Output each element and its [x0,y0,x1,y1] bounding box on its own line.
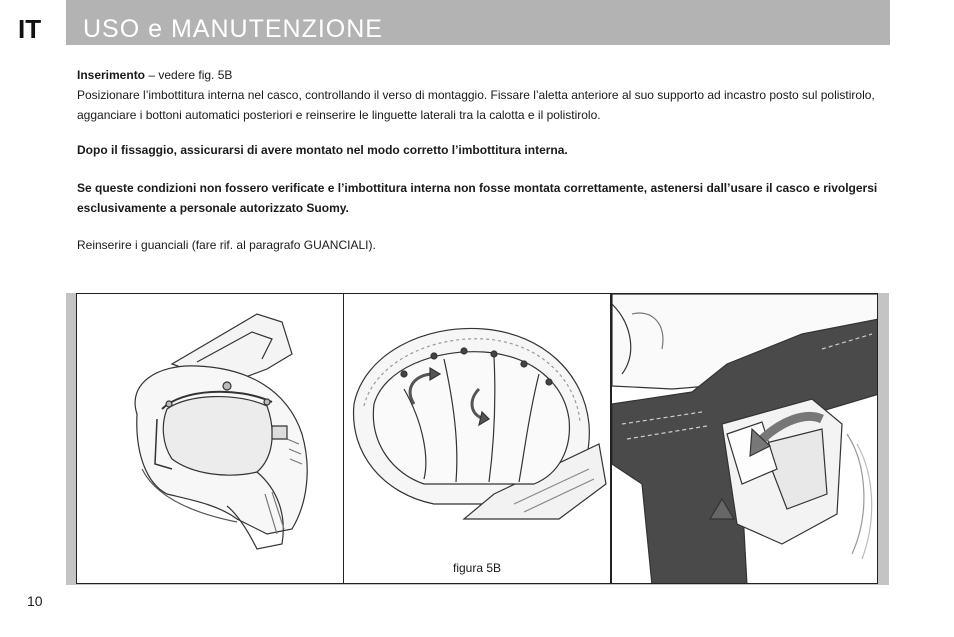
warning-authorized-text: Se queste condizioni non fossero verificate e l’imbottitura interna non fosse montata correttamente, astenersi dall’usare il casco e rivolgersi esclusivamente a personale autorizzato Suomy. [77,181,878,215]
figure-panel-helmet-interior [343,293,611,584]
page-number: 10 [27,593,43,609]
warning-check-text: Dopo il fissaggio, assicurarsi di avere montato nel modo corretto l’imbottitura interna. [77,143,568,157]
helmet-side-illustration [77,294,344,584]
helmet-interior-illustration [344,294,611,584]
paragraph-inserimento [77,65,879,125]
cheek-pads-note: Reinserire i guanciali (fare rif. al paragrafo GUANCIALI). [77,238,376,252]
figure-panel-closeup [611,293,878,584]
inserimento-heading: Inserimento [77,68,146,82]
section-title: USO e MANUTENZIONE [83,15,383,43]
inserimento-body: Posizionare l’imbottitura interna nel casco, controllando il verso di montaggio. Fissare l’aletta anteriore al suo supporto ad incastro posto sul polistirolo, agganciare i bottoni automatici posteriori e reinserire le linguette laterali tra la calotta e il polistirolo. [77,88,875,122]
closeup-tab-illustration [612,294,878,584]
figure-panel-helmet-side [76,293,344,584]
language-code: IT [18,14,42,44]
section-banner [66,0,890,45]
figure-caption: figura 5B [452,561,502,575]
figure-reference: – vedere fig. 5B [145,68,233,82]
